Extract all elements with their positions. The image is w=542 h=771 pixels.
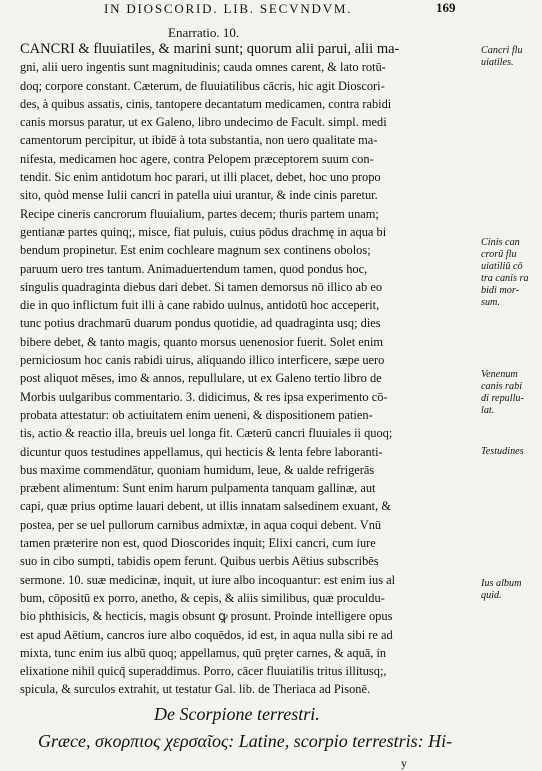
body-line: præbent alimentum: Sunt enim harum pulpamenta tanquam gallinæ, aut (20, 481, 376, 496)
body-line: est apud Aëtium, cancros iure albo coquēdos, id est, in aqua nulla sibi re ad (20, 627, 393, 642)
body-line: capi, quæ prius optime lauari debent, ut illis innatam salsedinem exuant, & (20, 499, 391, 514)
body-line: gentianæ partes quinq;, misce, fiat puluis, cuius pōdus drachmę in aqua bi (20, 224, 387, 239)
marginal-note-line: tra canis ra (481, 273, 529, 284)
catchword: y (401, 756, 407, 770)
marginal-note-line: canis rabi (481, 381, 523, 392)
body-line: dicuntur quos testudines appellamus, qui hecticis & lenta febre laboranti- (20, 444, 383, 459)
body-line: bum, cōpositū ex porro, anetho, & cepis, & aliis similibus, quæ proculdu- (20, 590, 385, 605)
marginal-note-line: uiatiliū cō (481, 261, 523, 272)
body-line: suo in cibo sumpti, tabidis opem ferunt. Quibus uerbis Aëtius subscribēs (20, 554, 379, 569)
marginal-note-line: Cancri flu (481, 45, 523, 56)
marginal-note-line: sum. (481, 297, 500, 308)
body-line: postea, per se uel pullorum carnibus admixtæ, in aqua coqui debent. Vnū (20, 517, 382, 532)
marginal-note-line: Ius album (481, 578, 522, 589)
section-title: De Scorpione terrestri. (154, 704, 320, 724)
body-line: des, à quibus assatis, cinis, tantopere decantatum medicamen, contra rabidi (20, 96, 392, 111)
body-line: mixta, tunc enim ius albū quoq; appellamus, quū prȩter carnes, & aquā, in (20, 645, 387, 660)
body-line: Recipe cineris cancrorum fluuialium, partes decem; thuris partem unam; (20, 206, 379, 221)
marginal-note-line: quid. (481, 590, 502, 601)
body-text (20, 40, 475, 699)
body-line: bus maxime commendātur, quoniam humidum, leue, & ualde refrigerās (20, 462, 375, 477)
marginal-note-line: di repullu- (481, 393, 524, 404)
body-line: elixatione nihil quicq̄ superaddimus. Porro, cācer fluuiatilis tritus illitusq;, (20, 664, 387, 679)
chapter-heading: Enarratio. 10. (168, 25, 240, 40)
marginal-note-line: lat. (481, 405, 495, 416)
marginal-note-line: Cinis can (481, 237, 520, 248)
greek-latin-line: Græce, σκορπιος χερσαῖος: Latine, scorpio terrestris: Hi- (38, 731, 453, 751)
body-line: camentorum percipitur, ut ibidē à tota substantia, non uero qualitate ma- (20, 133, 378, 148)
body-line: Morbis uulgaribus commentario. 3. didicimus, & res ipsa experimento cō- (20, 389, 388, 404)
body-line: gni, alii uero ingentis sunt magnitudinis; cauda omnes carent, & lato rotū- (20, 60, 386, 75)
body-line: bendum propinetur. Est enim cochleare magnum sex continens obolos; (20, 243, 371, 258)
body-line: bibere debet, & tanto magis, quanto morsus uenenosior fuerit. Solet enim (20, 334, 384, 349)
running-head (0, 0, 542, 20)
body-line: tunc potius drachmarū duarum pondus quotidie, ad quadraginta usq; dies (20, 316, 381, 331)
body-line: singulis quadraginta diebus dari debet. Si tamen demorsus nō illico ab eo (20, 279, 383, 294)
marginal-note-line: uiatiles. (481, 57, 514, 68)
marginal-note-venenum (481, 369, 541, 417)
body-line: die in quo inflictum fuit illi à cane rabido uulnus, antidotū hoc acceperit, (20, 298, 380, 313)
marginal-note-cinis (481, 237, 541, 309)
marginal-note-ius-album (481, 578, 541, 602)
marginal-note-cancri (481, 45, 541, 69)
body-line: sermone. 10. suæ medicinæ, inquit, ut iure albo incoquantur: est enim ius al (20, 572, 396, 587)
body-line: perniciosum hoc canis rabidi uirus, aliquando illico interficere, sæpe uero (20, 353, 385, 368)
body-line: sito, quòd mense Iulii cancri in patella uiui urantur, & inde cinis paretur. (20, 188, 378, 203)
body-line: tendit. Sic enim antidotum hoc parari, ut illi placet, debet, hoc uno propo (20, 170, 381, 185)
body-line: probata attestatur: ob actiuitatem enim ueneni, & dispositionem patien- (20, 407, 373, 422)
body-line: tis, actio & reactio illa, breuis uel longa fit. Cæterū cancri fluuiales ii quoq; (20, 426, 393, 441)
body-line: CANCRI & fluuiatiles, & marini sunt; quorum alii parui, alii ma- (20, 41, 400, 57)
page-number: 169 (436, 0, 456, 15)
marginal-note-line: bidi mor- (481, 285, 519, 296)
body-line: spicula, & surculos extrahit, ut testatur Gal. lib. de Theriaca ad Pisonē. (20, 682, 371, 697)
body-line: post aliquot mēses, imo & annos, repullulare, ut ex Galeno tertio libro de (20, 371, 382, 386)
marginal-note-line: crorū flu (481, 249, 517, 260)
running-head-title: IN DIOSCORID. LIB. SECVNDVM. (104, 1, 353, 16)
body-line: canis morsus paratur, ut ex Galeno, libro undecimo de Facult. simpl. medi (20, 115, 387, 130)
body-line: tamen præterire non est, quod Dioscorides inquit; Elixi cancri, cum iure (20, 536, 376, 551)
marginal-note-line: Testudines (481, 446, 524, 457)
body-line: paruum uero tres tantum. Animaduertendum tamen, quod pondus hoc, (20, 261, 368, 276)
body-line: nifesta, medicamen hoc agere, contra Pelopem præceptorem suum con- (20, 151, 374, 166)
marginal-note-testudines (481, 446, 541, 458)
body-line: bio phthisicis, & hecticis, magis obsunt ꝙ prosunt. Proinde intelligere opus (20, 609, 393, 624)
body-line: doq; corpore constant. Cæterum, de fluuiatilibus cācris, hic agit Dioscori- (20, 78, 385, 93)
marginal-note-line: Venenum (481, 369, 518, 380)
